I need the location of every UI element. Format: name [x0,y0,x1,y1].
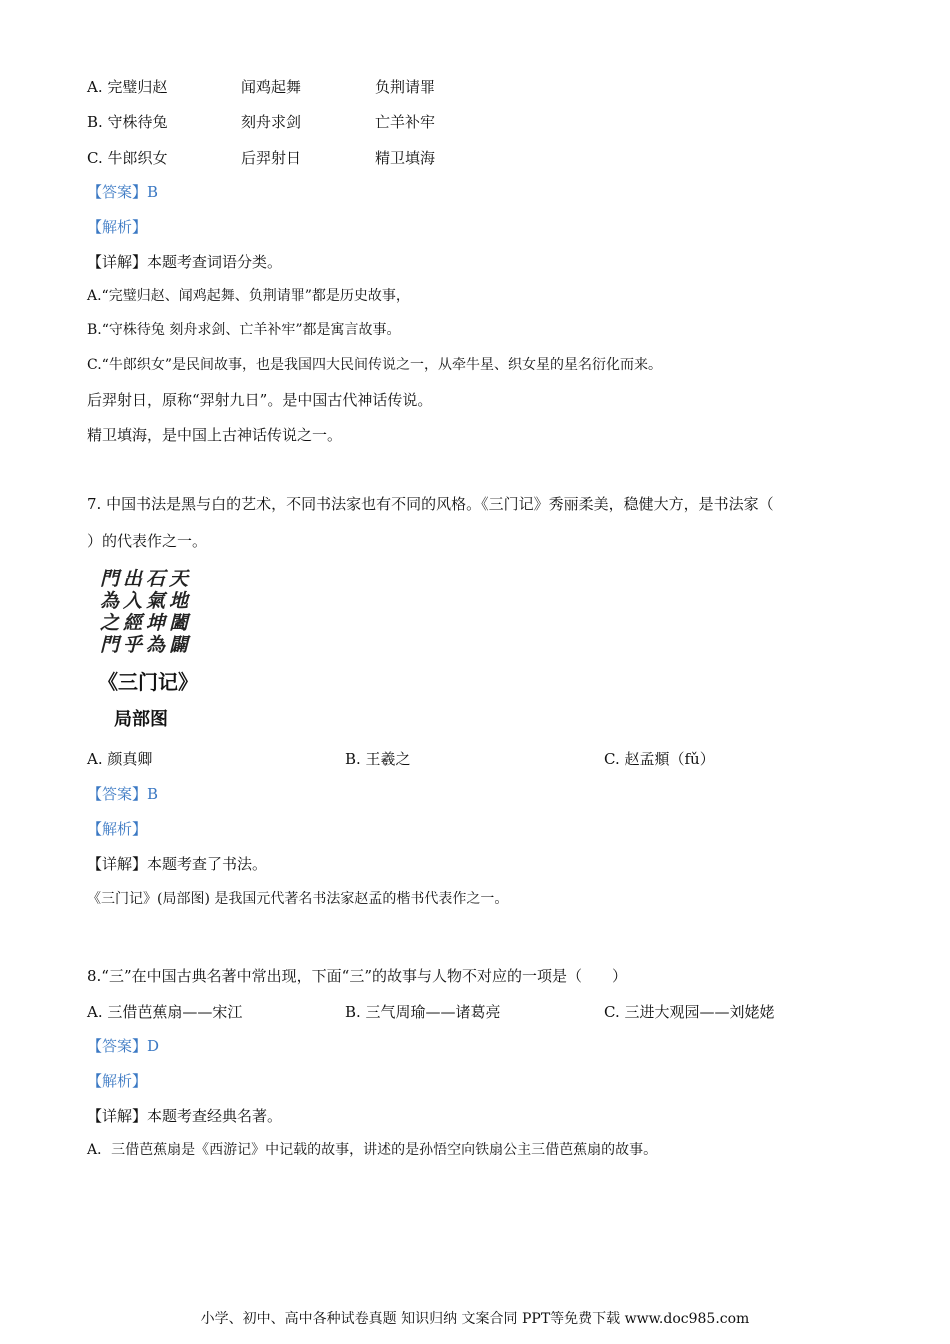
calligraphy-row: 之經坤闔 [100,612,193,634]
q7-answer: 【答案】B [87,785,159,803]
q6-option-b-3: 亡羊补牢 [375,113,436,131]
q6-analysis-label: 【解析】 [87,218,148,236]
q7-option-a: A. 颜真卿 [87,750,153,768]
q6-answer: 【答案】B [87,183,159,201]
q7-stem-line2: ）的代表作之一。 [87,532,208,550]
calligraphy-row: 為入氣地 [100,590,193,612]
q8-option-b: B. 三气周瑜——诸葛亮 [345,1003,501,1021]
q6-explain-c: C.“牛郎织女”是民间故事，也是我国四大民间传说之一，从牵牛星、织女星的星名衍化而来。 [87,357,662,373]
q6-option-a-1: A. 完璧归赵 [87,78,168,96]
q8-explain-a: A．三借芭蕉扇是《西游记》中记载的故事，讲述的是孙悟空向铁扇公主三借芭蕉扇的故事。 [87,1142,658,1158]
q8-option-c: C. 三进大观园——刘姥姥 [604,1003,775,1021]
q7-stem-line1: 7. 中国书法是黑与白的艺术，不同书法家也有不同的风格。《三门记》秀丽柔美，稳健大方，是书法家（ [87,495,774,513]
q7-analysis-label: 【解析】 [87,820,148,838]
q7-option-c: C. 赵孟頫（fǔ） [604,750,715,768]
q8-stem: 8.“三”在中国古典名著中常出现，下面“三”的故事与人物不对应的一项是（ ） [87,967,627,985]
q6-option-b-2: 刻舟求剑 [241,113,302,131]
calligraphy-title: 《三门记》 [98,670,198,694]
q8-analysis-label: 【解析】 [87,1072,148,1090]
q7-detail: 【详解】本题考查了书法。 [87,855,268,873]
q8-answer: 【答案】D [87,1037,160,1055]
page-footer: 小学、初中、高中各种试卷真题 知识归纳 文案合同 PPT等免费下载 www.doc985.com [200,1311,750,1327]
q6-option-c-1: C. 牛郎织女 [87,149,168,167]
calligraphy-image [100,568,200,731]
q6-explain-a: A.“完璧归赵、闻鸡起舞、负荆请罪”都是历史故事， [87,288,410,304]
q6-option-c-2: 后羿射日 [241,149,302,167]
q6-option-b-1: B. 守株待兔 [87,113,168,131]
q6-option-c-3: 精卫填海 [375,149,436,167]
q6-option-a-3: 负荆请罪 [375,78,436,96]
q8-option-a: A. 三借芭蕉扇——宋江 [87,1003,243,1021]
q6-option-a-2: 闻鸡起舞 [241,78,302,96]
q8-detail: 【详解】本题考查经典名著。 [87,1107,283,1125]
calligraphy-row: 門出石天 [100,568,193,590]
q7-explain: 《三门记》(局部图) 是我国元代著名书法家赵孟的楷书代表作之一。 [87,891,509,907]
q6-explain-houyi: 后羿射日，原称“羿射九日”。是中国古代神话传说。 [87,391,433,409]
q6-explain-b: B.“守株待兔 刻舟求剑、亡羊补牢”都是寓言故事。 [87,322,401,338]
calligraphy-row: 門乎為闢 [100,634,193,656]
q6-explain-jingwei: 精卫填海，是中国上古神话传说之一。 [87,426,343,444]
calligraphy-subtitle: 局部图 [114,709,168,730]
q6-detail: 【详解】本题考查词语分类。 [87,253,283,271]
q7-option-b: B. 王羲之 [345,750,411,768]
